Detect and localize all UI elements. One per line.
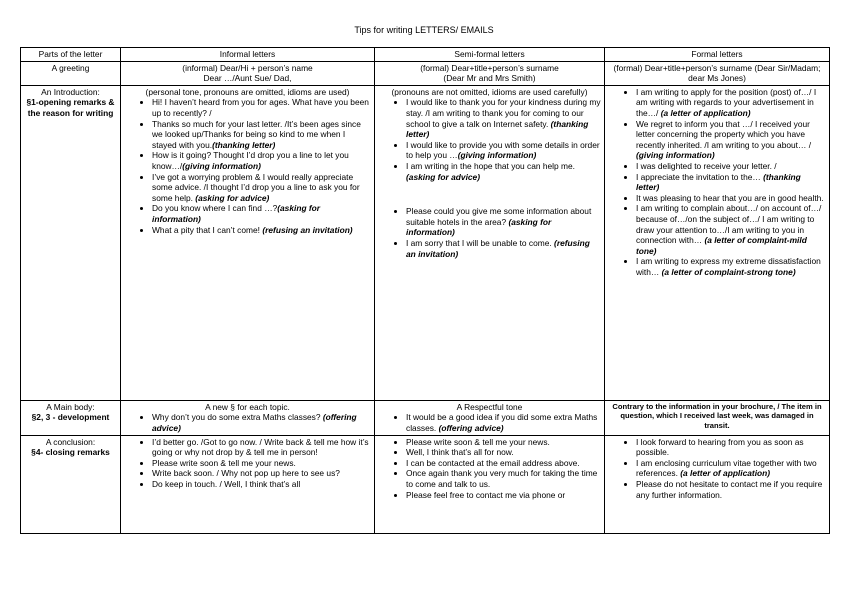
body-semi-list <box>378 412 601 433</box>
list-gap <box>406 194 601 206</box>
greeting-semi-line2: (Dear Mr and Mrs Smith) <box>443 73 536 84</box>
list-item: • We regret to inform you that …/ I received your letter concerning the property which you have recently inherited. /I am writing to you about… / (giving information) <box>636 119 826 161</box>
greeting-informal-line2: Dear …/Aunt Sue/ Dad, <box>203 73 292 84</box>
list-item: • I’ve got a worrying problem & I would really appreciate some advice. /I thought I’d drop you a line to ask you for some help. (asking for advice) <box>152 172 371 204</box>
body-semi-head: A Respectful tone <box>456 401 523 412</box>
list-gap <box>406 182 601 194</box>
body-label-subtitle: §2, 3 - development <box>31 412 110 423</box>
list-item: • It would be a good idea if you did some extra Maths classes. (offering advice) <box>406 412 601 433</box>
body-label <box>21 400 121 435</box>
intro-semi <box>375 85 605 400</box>
greeting-semi <box>375 61 605 85</box>
greeting-formal: (formal) Dear+title+person’s surname (Dear Sir/Madam; dear Ms Jones) <box>605 61 830 85</box>
conclusion-label-title: A conclusion: <box>45 436 96 447</box>
conclusion-semi <box>375 435 605 533</box>
greeting-label: A greeting <box>21 61 121 85</box>
list-item: • Please feel free to contact me via phone or <box>406 490 601 501</box>
tips-table <box>20 47 830 534</box>
conclusion-informal-list <box>124 437 371 490</box>
intro-informal-list <box>124 97 371 235</box>
header-semi-formal: Semi-formal letters <box>375 48 605 62</box>
list-item: • Please do not hesitate to contact me if you require any further information. <box>636 479 826 500</box>
greeting-informal-line1: (informal) Dear/Hi + person’s name <box>182 62 313 73</box>
greeting-semi-line1: (formal) Dear+title+person’s surname <box>420 62 559 73</box>
intro-semi-note: (pronouns are not omitted, idioms are used carefully) <box>391 86 588 97</box>
intro-semi-list <box>378 97 601 259</box>
list-item: • I would like to thank you for your kindness during my stay. /I am writing to thank you for coming to our school to give a talk on Internet safety. (thanking letter) <box>406 97 601 139</box>
list-item: • Write back soon. / Why not pop up here to see us? <box>152 468 371 479</box>
list-item: • I am enclosing curriculum vitae together with two references. (a letter of application) <box>636 458 826 479</box>
conclusion-row <box>21 435 830 533</box>
list-item: • Hi! I haven’t heard from you for ages. What have you been up to recently? / <box>152 97 371 118</box>
intro-formal-list <box>608 87 826 278</box>
intro-informal-note: (personal tone, pronouns are omitted, idioms are used) <box>145 86 350 97</box>
list-item: • I am writing in the hope that you can help me. (asking for advice) <box>406 161 601 182</box>
header-formal: Formal letters <box>605 48 830 62</box>
conclusion-label <box>21 435 121 533</box>
list-item: • Thanks so much for your last letter. /It’s been ages since we looked up/Thanks for being so kind to me when I stayed with you.(thanking letter) <box>152 119 371 151</box>
list-item: • I am writing to express my extreme dissatisfaction with… (a letter of complaint-strong tone) <box>636 256 826 277</box>
body-row <box>21 400 830 435</box>
header-parts: Parts of the letter <box>21 48 121 62</box>
conclusion-semi-list <box>378 437 601 501</box>
list-item: • Well, I think that’s all for now. <box>406 447 601 458</box>
list-item: • I would like to provide you with some details in order to help you …(giving information) <box>406 140 601 161</box>
body-informal <box>121 400 375 435</box>
header-row <box>21 48 830 62</box>
list-item: • Why don’t you do some extra Maths classes? (offering advice) <box>152 412 371 433</box>
list-item: • Please write soon & tell me your news. <box>406 437 601 448</box>
conclusion-label-subtitle: §4- closing remarks <box>31 447 110 458</box>
list-item: • Please write soon & tell me your news. <box>152 458 371 469</box>
list-item: • I am sorry that I will be unable to come. (refusing an invitation) <box>406 238 601 259</box>
list-item: • Once again thank you very much for taking the time to come and talk to us. <box>406 468 601 489</box>
body-formal: Contrary to the information in your brochure, / The item in question, which I received last week, was damaged in transit. <box>605 400 830 435</box>
list-item: • Do you know where I can find …?(asking for information) <box>152 203 371 224</box>
greeting-informal <box>121 61 375 85</box>
body-semi <box>375 400 605 435</box>
list-item: • I am writing to apply for the position (post) of…/ I am writing with regards to your advertisement in the…/ (a letter of application) <box>636 87 826 119</box>
greeting-row <box>21 61 830 85</box>
list-item: • Please could you give me some information about suitable hotels in the area? (asking for information) <box>406 206 601 238</box>
conclusion-formal <box>605 435 830 533</box>
page-title: Tips for writing LETTERS/ EMAILS <box>354 25 494 35</box>
intro-label <box>21 85 121 400</box>
header-informal: Informal letters <box>121 48 375 62</box>
body-label-title: A Main body: <box>46 401 95 412</box>
list-item: • How is it going? Thought I’d drop you a line to let you know…/(giving information) <box>152 150 371 171</box>
body-informal-list <box>124 412 371 433</box>
list-item: • I look forward to hearing from you as soon as possible. <box>636 437 826 458</box>
list-item: • I can be contacted at the email address above. <box>406 458 601 469</box>
list-item: • I’d better go. /Got to go now. / Write back & tell me how it’s going or why not drop by & tell me in person! <box>152 437 371 458</box>
list-item: • I appreciate the invitation to the… (thanking letter) <box>636 172 826 193</box>
list-item: • I am writing to complain about…/ on account of…/ because of…/on the subject of…/ I am writing to draw your attention to…/I am writing to you in connection with… (a letter of complaint-mild tone) <box>636 203 826 256</box>
intro-formal <box>605 85 830 400</box>
intro-label-title: An Introduction: <box>41 86 100 97</box>
list-item: • Do keep in touch. / Well, I think that’s all <box>152 479 371 490</box>
conclusion-informal <box>121 435 375 533</box>
list-item: • It was pleasing to hear that you are in good health. <box>636 193 826 204</box>
list-item: • I was delighted to receive your letter. / <box>636 161 826 172</box>
intro-label-subtitle: §1-opening remarks & the reason for writing <box>26 97 115 118</box>
list-item: • What a pity that I can’t come! (refusing an invitation) <box>152 225 371 236</box>
intro-row <box>21 85 830 400</box>
intro-informal <box>121 85 375 400</box>
body-informal-head: A new § for each topic. <box>205 401 290 412</box>
conclusion-formal-list <box>608 437 826 501</box>
